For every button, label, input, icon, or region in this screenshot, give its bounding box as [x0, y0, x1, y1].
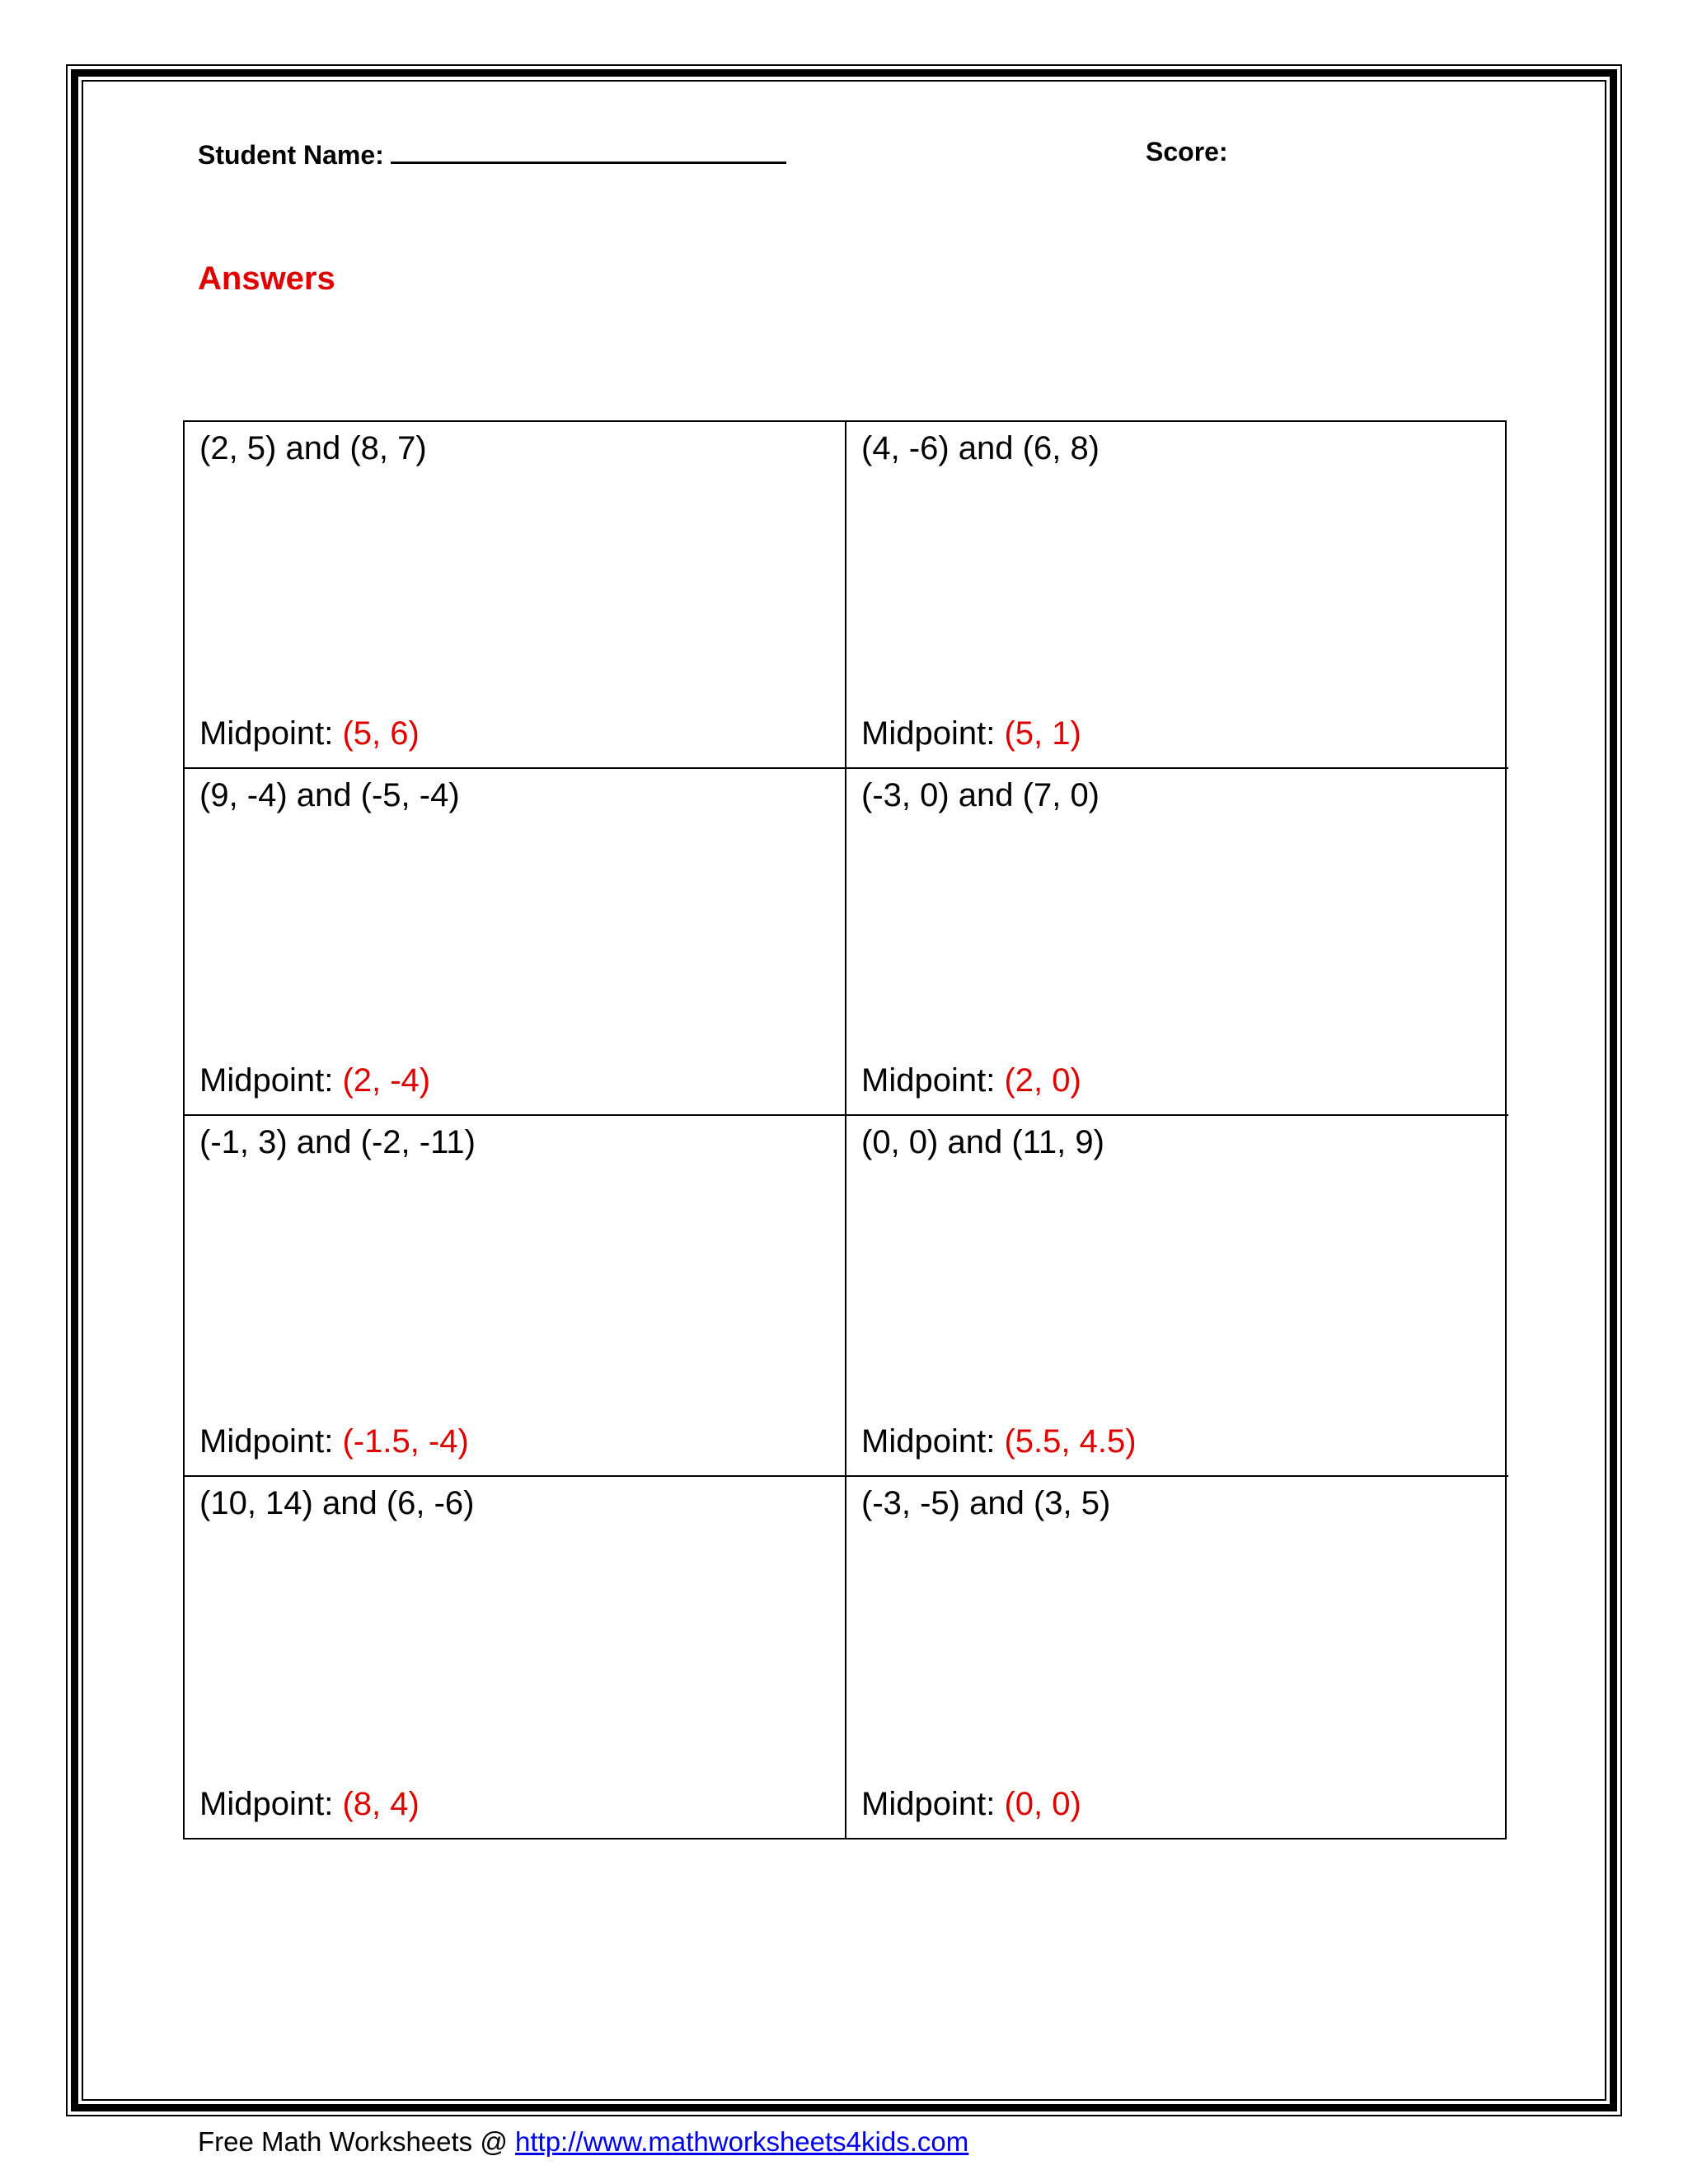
- midpoint-label: Midpoint:: [199, 1062, 334, 1099]
- problem-cell: [185, 1477, 846, 1838]
- midpoint-label: Midpoint:: [199, 1423, 334, 1460]
- problem-points: (-3, 0) and (7, 0): [861, 777, 1100, 813]
- problem-midpoint: [861, 715, 1081, 752]
- problem-points: (0, 0) and (11, 9): [861, 1124, 1104, 1160]
- problem-cell: [846, 1116, 1508, 1477]
- problem-points: (10, 14) and (6, -6): [199, 1485, 475, 1521]
- midpoint-answer: (2, -4): [342, 1062, 431, 1099]
- footer: [198, 2126, 968, 2158]
- problem-cell: [846, 769, 1508, 1116]
- problem-cell: [846, 1477, 1508, 1838]
- problems-grid: [183, 420, 1507, 1840]
- midpoint-answer: (2, 0): [1004, 1062, 1081, 1099]
- midpoint-label: Midpoint:: [861, 1062, 996, 1099]
- problem-points: (-3, -5) and (3, 5): [861, 1485, 1111, 1521]
- problem-cell: [846, 422, 1508, 769]
- footer-link[interactable]: http://www.mathworksheets4kids.com: [515, 2126, 969, 2157]
- midpoint-label: Midpoint:: [199, 1786, 334, 1822]
- midpoint-answer: (0, 0): [1004, 1786, 1081, 1822]
- problem-points: (2, 5) and (8, 7): [199, 430, 427, 466]
- problem-midpoint: [199, 1786, 420, 1823]
- problem-points: (9, -4) and (-5, -4): [199, 777, 460, 813]
- problem-midpoint: [199, 1062, 430, 1099]
- midpoint-answer: (5.5, 4.5): [1004, 1423, 1137, 1460]
- problem-midpoint: [199, 715, 420, 752]
- problem-midpoint: [199, 1423, 469, 1460]
- problem-points: (-1, 3) and (-2, -11): [199, 1124, 476, 1160]
- problem-cell: [185, 769, 846, 1116]
- problem-cell: [185, 422, 846, 769]
- problem-midpoint: [861, 1786, 1081, 1823]
- midpoint-label: Midpoint:: [861, 1423, 996, 1460]
- worksheet-header: [198, 137, 1533, 176]
- midpoint-label: Midpoint:: [199, 715, 334, 752]
- midpoint-label: Midpoint:: [861, 1786, 996, 1822]
- problem-midpoint: [861, 1423, 1137, 1460]
- answers-title: Answers: [198, 260, 335, 297]
- midpoint-answer: (-1.5, -4): [342, 1423, 469, 1460]
- midpoint-answer: (5, 1): [1004, 715, 1081, 752]
- student-name-field: [198, 137, 786, 171]
- problem-points: (4, -6) and (6, 8): [861, 430, 1100, 466]
- problem-midpoint: [861, 1062, 1081, 1099]
- footer-text: Free Math Worksheets @: [198, 2126, 516, 2157]
- midpoint-label: Midpoint:: [861, 715, 996, 752]
- score-label: Score:: [1146, 137, 1228, 166]
- student-name-label: Student Name:: [198, 140, 384, 170]
- midpoint-answer: (5, 6): [342, 715, 420, 752]
- midpoint-answer: (8, 4): [342, 1786, 420, 1822]
- student-name-line: [391, 137, 786, 164]
- problem-cell: [185, 1116, 846, 1477]
